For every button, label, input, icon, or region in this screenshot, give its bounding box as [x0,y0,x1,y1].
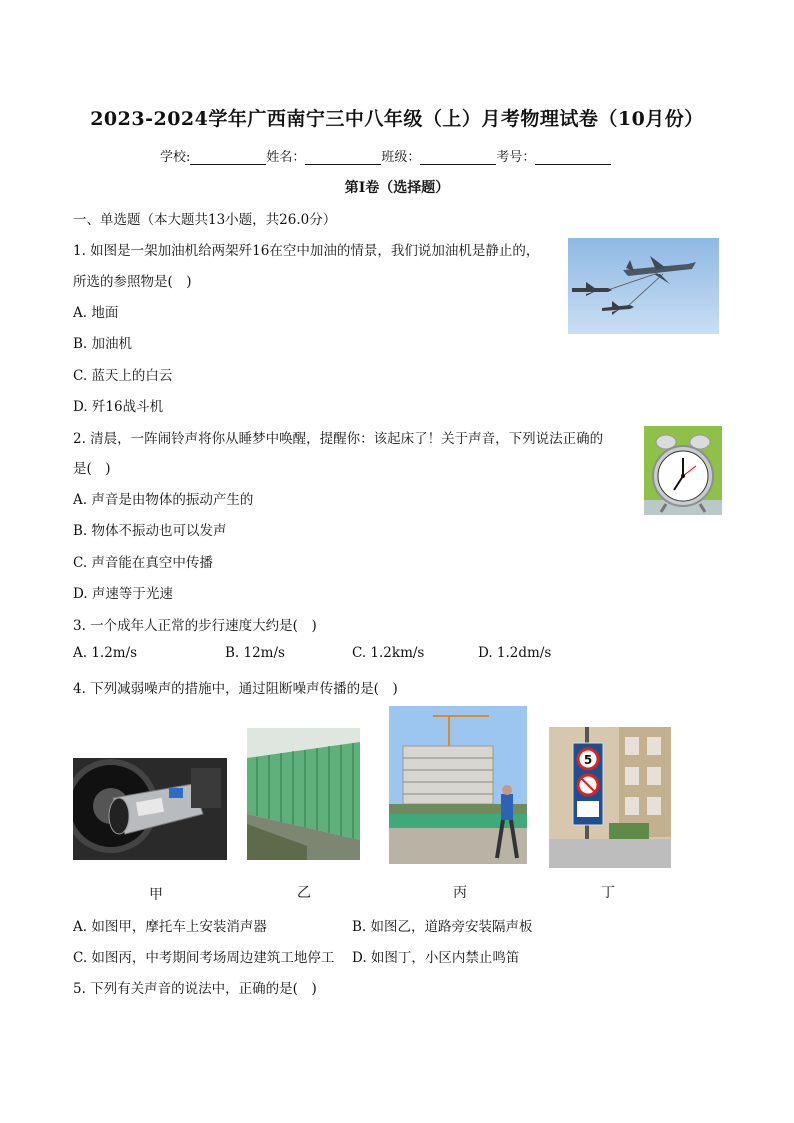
q3-option-c[interactable]: C. 1.2km/s [352,645,425,661]
q1-option-d[interactable]: D. 歼16战斗机 [73,399,164,415]
q4-option-b[interactable]: B. 如图乙，道路旁安装隔声板 [352,919,533,935]
section-heading: 第I卷（选择题） [344,180,450,196]
q4-caption-ding: 丁 [601,885,615,901]
q2-option-c[interactable]: C. 声音能在真空中传播 [73,555,213,571]
sound-barrier-image [247,728,360,860]
q4-caption-yi: 乙 [297,885,311,901]
alarm-clock-image [644,426,722,515]
school-label: 学校: [160,150,191,165]
q1-stem-line2: 所选的参照物是( ) [73,274,192,290]
number-label: 考号： [496,150,536,165]
part1-heading: 一、单选题（本大题共13小题，共26.0分） [73,212,337,228]
q4-caption-bing: 丙 [453,885,467,901]
q4-option-c[interactable]: C. 如图丙，中考期间考场周边建筑工地停工 [73,950,335,966]
construction-site-image [389,706,527,864]
q1-option-b[interactable]: B. 加油机 [73,336,133,352]
q2-option-a[interactable]: A. 声音是由物体的振动产生的 [73,492,254,508]
q3-stem: 3. 一个成年人正常的步行速度大约是( ) [73,618,317,634]
q4-caption-jia: 甲 [149,887,163,903]
name-label: 姓名： [266,150,306,165]
q3-option-d[interactable]: D. 1.2dm/s [478,645,552,661]
q2-stem-line2: 是( ) [73,461,111,477]
q1-option-c[interactable]: C. 蓝天上的白云 [73,368,173,384]
exam-title: 2023-2024学年广西南宁三中八年级（上）月考物理试卷（10月份） [90,108,704,130]
q1-option-a[interactable]: A. 地面 [73,305,119,321]
class-blank[interactable] [420,150,496,165]
motorcycle-muffler-image [73,758,227,860]
refueling-aircraft-image [568,238,719,334]
q2-option-b[interactable]: B. 物体不振动也可以发声 [73,523,227,539]
q3-option-b[interactable]: B. 12m/s [225,645,285,661]
q1-stem-line1: 1. 如图是一架加油机给两架歼16在空中加油的情景，我们说加油机是静止的， [73,243,540,259]
student-info-line [160,146,611,165]
speed-limit-number: 5 [583,753,593,767]
q4-stem: 4. 下列减弱噪声的措施中，通过阻断噪声传播的是( ) [73,681,398,697]
q2-option-d[interactable]: D. 声速等于光速 [73,586,173,602]
no-honking-sign-image [549,727,671,868]
class-label: 班级： [381,150,421,165]
q4-option-d[interactable]: D. 如图丁，小区内禁止鸣笛 [352,950,520,966]
q4-option-a[interactable]: A. 如图甲，摩托车上安装消声器 [73,919,267,935]
q3-option-a[interactable]: A. 1.2m/s [73,645,138,661]
school-blank[interactable] [190,150,266,165]
q2-stem-line1: 2. 清晨，一阵闹铃声将你从睡梦中唤醒，提醒你：该起床了！关于声音，下列说法正确的 [73,431,604,447]
name-blank[interactable] [305,150,381,165]
q5-stem: 5. 下列有关声音的说法中，正确的是( ) [73,981,317,997]
number-blank[interactable] [535,150,611,165]
